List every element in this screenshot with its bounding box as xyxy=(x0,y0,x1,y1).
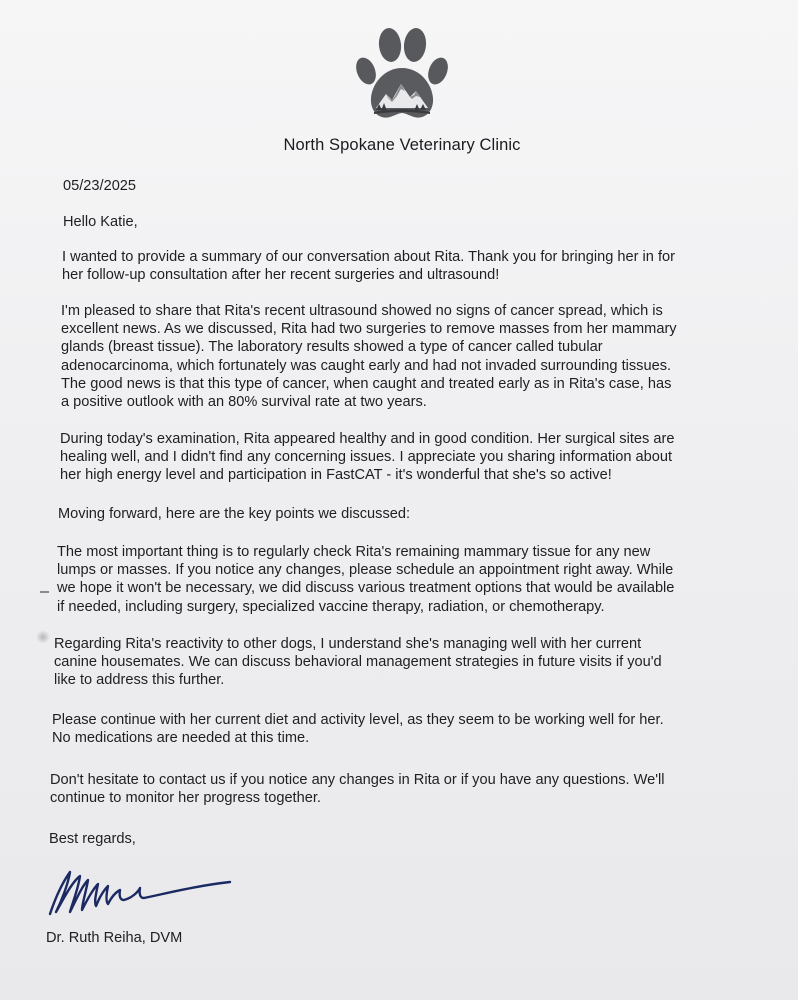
text-line: The good news is that this type of cancer, when caught and treated early as in Rita's case, has xyxy=(61,375,672,392)
text-line: glands (breast tissue). The laboratory results showed a type of cancer called tubular xyxy=(61,339,603,356)
text-line: continue to monitor her progress together. xyxy=(50,790,321,807)
text-line: her high energy level and participation in FastCAT - it's wonderful that she's so active! xyxy=(60,467,612,484)
signer-name: Dr. Ruth Reiha, DVM xyxy=(46,930,183,946)
text-line: we hope it won't be necessary, we did discuss various treatment options that would be available xyxy=(57,580,675,597)
text-line: healing well, and I didn't find any concerning issues. I appreciate you sharing information about xyxy=(60,449,673,466)
paragraph-ultrasound-results xyxy=(61,302,677,411)
text-line: her follow-up consultation after her recent surgeries and ultrasound! xyxy=(62,267,500,284)
text-line: canine housemates. We can discuss behavioral management strategies in future visits if you'd xyxy=(54,654,662,671)
paragraph-summary xyxy=(62,248,675,284)
paragraph-reactivity xyxy=(54,635,662,690)
paragraph-contact xyxy=(50,771,665,807)
text-line: No medications are needed at this time. xyxy=(52,730,310,747)
paragraph-key-points-intro xyxy=(58,505,410,523)
letter-date: 05/23/2025 xyxy=(63,178,137,194)
text-line: Don't hesitate to contact us if you notice any changes in Rita or if you have any questions. We'll xyxy=(50,772,665,788)
text-line: I wanted to provide a summary of our conversation about Rita. Thank you for bringing her in for xyxy=(62,249,675,265)
clinic-name: North Spokane Veterinary Clinic xyxy=(283,136,521,154)
handwritten-signature xyxy=(44,862,234,924)
text-line: like to address this further. xyxy=(54,672,225,689)
text-line: if needed, including surgery, specialized vaccine therapy, radiation, or chemotherapy. xyxy=(57,598,605,615)
margin-mark xyxy=(40,591,49,593)
text-line: a positive outlook with an 80% survival rate at two years. xyxy=(61,394,427,411)
text-line: Moving forward, here are the key points we discussed: xyxy=(58,506,411,522)
text-line: lumps or masses. If you notice any changes, please schedule an appointment right away. While xyxy=(57,562,674,579)
text-line: During today's examination, Rita appeared healthy and in good condition. Her surgical sites are xyxy=(60,431,675,447)
closing: Best regards, xyxy=(49,831,136,847)
text-line: Please continue with her current diet and activity level, as they seem to be working well for her. xyxy=(52,712,664,728)
salutation: Hello Katie, xyxy=(63,214,138,230)
text-line: The most important thing is to regularly check Rita's remaining mammary tissue for any new xyxy=(57,544,651,560)
text-line: excellent news. As we discussed, Rita had two surgeries to remove masses from her mammary xyxy=(61,321,677,338)
paper-smudge xyxy=(35,631,51,643)
paragraph-diet xyxy=(52,711,664,747)
paw-print-logo xyxy=(354,24,450,124)
text-line: I'm pleased to share that Rita's recent ultrasound showed no signs of cancer spread, which is xyxy=(61,303,663,319)
paragraph-examination xyxy=(60,430,674,485)
paragraph-monitoring xyxy=(57,543,674,616)
text-line: Regarding Rita's reactivity to other dogs, I understand she's managing well with her current xyxy=(54,636,642,652)
text-line: adenocarcinoma, which fortunately was caught early and had not invaded surrounding tissues. xyxy=(61,357,672,374)
